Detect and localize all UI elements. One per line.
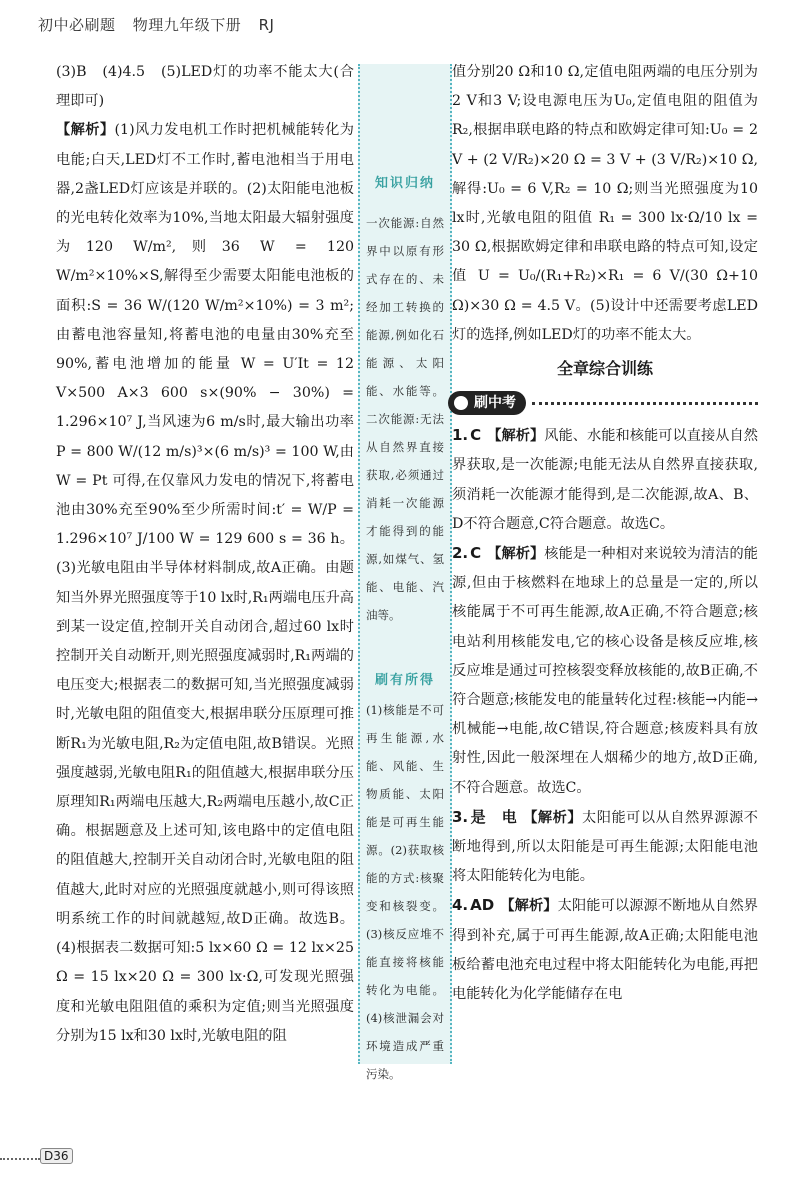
question-analysis: 太阳能可以从自然界源源不断地得到,所以太阳能是可再生能源;太阳能电池将太阳能转化为电能。: [452, 809, 758, 885]
exam-banner: [448, 391, 758, 415]
exam-badge-label: 刷中考: [474, 394, 516, 411]
question-analysis: 太阳能可以源源不断地从自然界得到补充,属于可再生能源,故A正确;太阳能电池板给蓄电池充电过程中将太阳能转化为电能,再把电能转化为化学能储存在电: [452, 898, 758, 1003]
running-header: [38, 14, 274, 35]
footer-divider: [0, 1158, 40, 1160]
header-subject: 物理九年级下册: [132, 16, 242, 34]
question-analysis: 风能、水能和核能可以直接从自然界获取,是一次能源;电能无法从自然界直接获取,须消耗一次能源才能得到,是二次能源,故A、B、D不符合题意,C符合题意。故选C。: [452, 428, 758, 532]
analysis-label: 【解析】: [487, 428, 545, 445]
left-column: [56, 58, 354, 1051]
question-answer: C: [470, 426, 482, 445]
sidebar-notes: [358, 64, 452, 1081]
header-series: 初中必刷题: [38, 16, 116, 34]
question-number: 3.: [452, 807, 469, 826]
question-number: 2.: [452, 544, 469, 563]
brush-icon: [454, 396, 468, 410]
continued-analysis: 值分别20 Ω和10 Ω,定值电阻两端的电压分别为2 V和3 V;设电源电压为U₀,定值电阻的阻值为R₂,根据串联电路的特点和欧姆定律可知:U₀ = 2 V + (2 V/R₂)×20 Ω = 3 V + (3 V/R₂)×10 Ω,解得:U₀ = 6 V,R₂ = 10 Ω;则当光照强度为10 lx时,光敏电阻的阻值 R₁ = 300 lx·Ω/10 lx = 30 Ω,根据欧姆定律和串联电路的特点可知,设定值 U = U₀/(R₁+R₂)×R₁ = 6 V/(30 Ω+10 Ω)×30 Ω = 4.5 V。(5)设计中还需要考虑LED灯的选择,例如LED灯的功率不能太大。: [452, 64, 758, 343]
analysis-label: 【解析】: [56, 122, 115, 139]
sidebar-heading-gains: 刷有所得: [374, 673, 435, 688]
analysis-label: 【解析】: [487, 546, 545, 563]
question-item: [452, 891, 758, 1009]
question-number: 1.: [452, 426, 469, 445]
exam-badge: [448, 391, 526, 415]
sidebar-heading-knowledge: 知识归纳: [374, 176, 435, 191]
question-number: 4.: [452, 896, 469, 915]
sidebar-text-gains: (1)核能是不可再生能源,水能、风能、生物质能、太阳能是可再生能源。(2)获取核能的方式:核聚变和核裂变。(3)核反应堆不能直接将核能转化为电能。(4)核泄漏会对环境造成严重污染。: [366, 703, 444, 1081]
question-analysis: 核能是一种相对来说较为清洁的能源,但由于核燃料在地球上的总量是一定的,所以核能属于不可再生能源,故A正确,不符合题意;核电站利用核能发电,它的核心设备是核反应堆,核反应堆是通过可控核裂变释放核能的,故B正确,不符合题意;核能发电的能量转化过程:核能→内能→机械能→电能,故C错误,符合题意;核废料具有放射性,因此一般深埋在人烟稀少的地方,故D正确,不符合题意。故选C。: [452, 546, 758, 796]
right-column: [452, 58, 758, 1009]
analysis-paragraph: [56, 116, 354, 1051]
question-answer: 是 电: [470, 807, 518, 826]
question-item: [452, 421, 758, 539]
banner-divider: [532, 402, 758, 405]
sidebar-text-knowledge: 一次能源:自然界中以原有形式存在的、未经加工转换的能源,例如化石能源、太阳能、水能等。二次能源:无法从自然界直接获取,必须通过消耗一次能源才能得到的能源,如煤气、氢能、电能、汽油等。: [366, 216, 444, 622]
question-item: [452, 539, 758, 803]
analysis-label: 【解析】: [500, 898, 558, 915]
analysis-text: (1)风力发电机工作时把机械能转化为电能;白天,LED灯不工作时,蓄电池相当于用电器,2盏LED灯应该是并联的。(2)太阳能电池板的光电转化效率为10%,当地太阳最大辐射强度为120 W/m²,则36 W = 120 W/m²×10%×S,解得至少需要太阳能电池板的面积:S = 36 W/(120 W/m²×10%) = 3 m²;由蓄电池容量知,将蓄电池的电量由30%充至90%,蓄电池增加的能量 W = U′It = 12 V×500 A×3 600 s×(90% − 30%) = 1.296×10⁷ J,当风速为6 m/s时,最大输出功率 P = 800 W/(12 m/s)³×(6 m/s)³ = 100 W,由 W = Pt 可得,在仅靠风力发电的情况下,将蓄电池由30%充至90%至少所需时间:t′ = W/P = 1.296×10⁷ J/100 W = 129 600 s = 36 h。(3)光敏电阻由半导体材料制成,故A正确。由题知当外界光照强度等于10 lx时,R₁两端电压升高到某一设定值,控制开关自动闭合,超过60 lx时控制开关自动断开,则光照强度减弱时,R₁两端的电压变大;根据表二的数据可知,当光照强度减弱时,光敏电阻的阻值变大,根据串联分压原理可推断R₁为光敏电阻,R₂为定值电阻,故B错误。光照强度越弱,光敏电阻R₁的阻值越大,根据串联分压原理知R₁两端电压越大,R₂两端电压越小,故C正确。根据题意及上述可知,该电路中的定值电阻的阻值越大,控制开关自动闭合时,光敏电阻的阻值越大,此时对应的光照强度就越小,则可得该照明系统工作的时间就越短,故D正确。故选B。(4)根据表二数据可知:5 lx×60 Ω = 12 lx×25 Ω = 15 lx×20 Ω = 300 lx·Ω,可发现光照强度和光敏电阻阻值的乘积为定值;则当光照强度分别为15 lx和30 lx时,光敏电阻的阻: [56, 122, 354, 1044]
question-answer: C: [470, 544, 482, 563]
section-title: 全章综合训练: [556, 359, 653, 379]
question-answer: AD: [470, 896, 495, 915]
header-edition: RJ: [258, 16, 275, 34]
analysis-label: 【解析】: [523, 809, 583, 826]
answer-line: (3)B (4)4.5 (5)LED灯的功率不能太大(合理即可): [56, 64, 354, 110]
page-number: D36: [40, 1148, 73, 1164]
question-item: [452, 803, 758, 892]
